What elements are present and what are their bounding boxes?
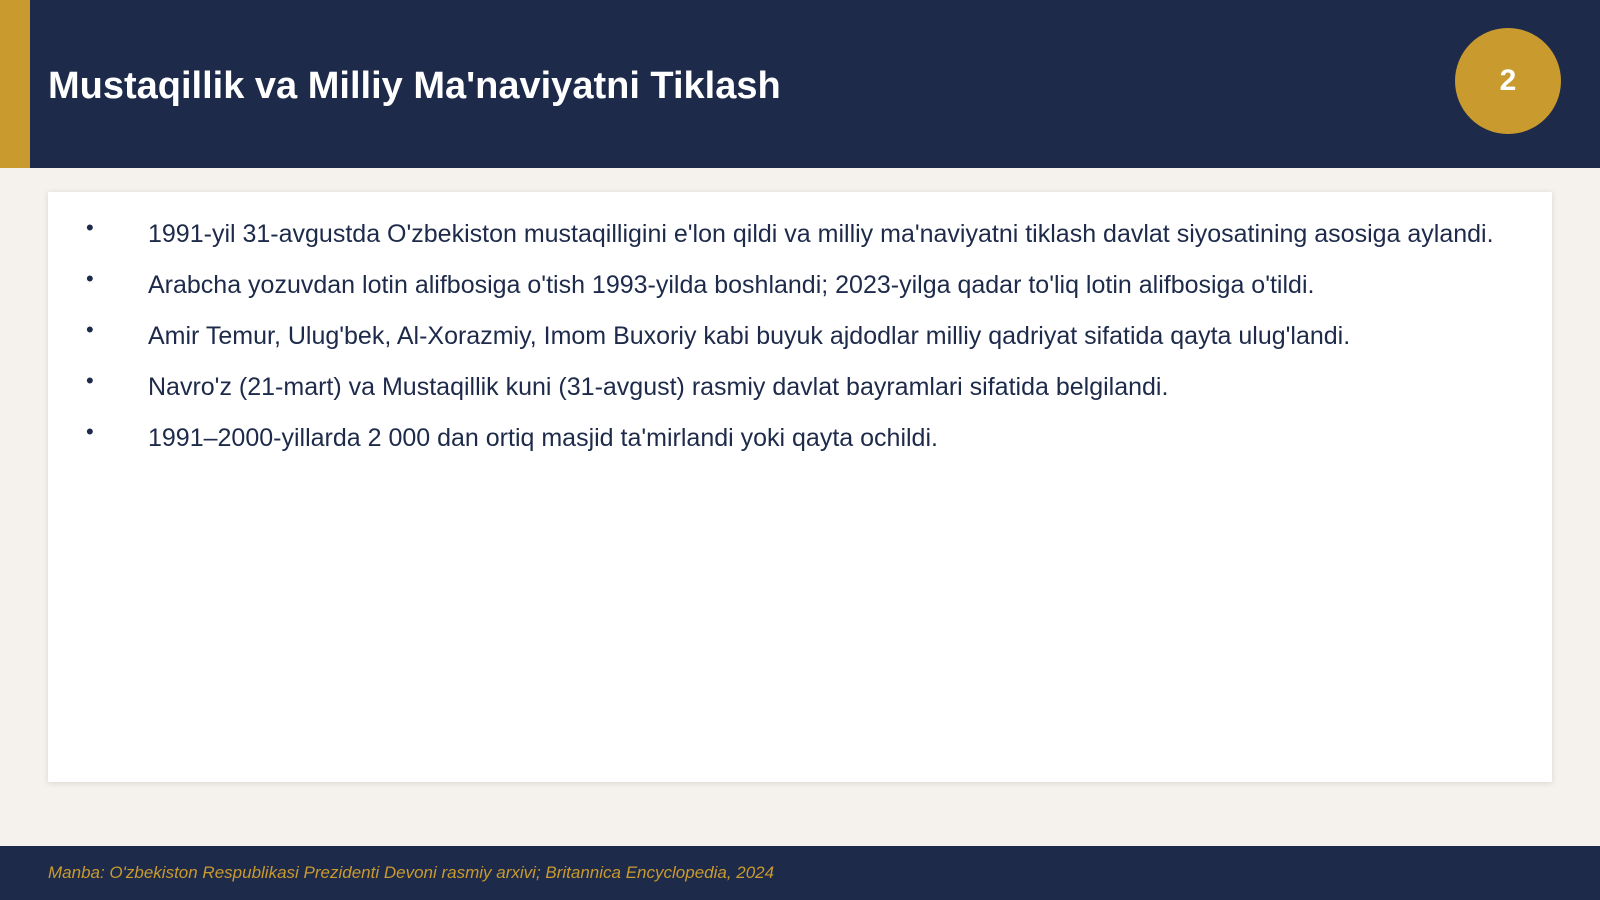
bullet-item [48,216,1552,252]
page-number-badge: 2 [1455,28,1561,134]
bullet-text: 1991–2000-yillarda 2 000 dan ortiq masjid ta'mirlandi yoki qayta ochildi. [148,424,938,452]
bullet-item [48,318,1552,354]
bullet-text: Amir Temur, Ulug'bek, Al-Xorazmiy, Imom Buxoriy kabi buyuk ajdodlar milliy qadriyat sifatida qayta ulug'landi. [148,322,1351,350]
bullet-text: Navro'z (21-mart) va Mustaqillik kuni (31-avgust) rasmiy davlat bayramlari sifatida belgilandi. [148,373,1169,401]
bullet-dot-icon: • [86,215,94,240]
bullet-list [48,216,1552,471]
header-accent-bar [0,0,30,168]
bullet-dot-icon: • [86,368,94,393]
bullet-item [48,369,1552,405]
bullet-item [48,267,1552,303]
slide-footer [0,846,1600,900]
bullet-item [48,420,1552,456]
slide-title: Mustaqillik va Milliy Ma'naviyatni Tiklash [48,65,781,107]
bullet-dot-icon: • [86,317,94,342]
slide-header [0,0,1600,168]
source-citation: Manba: O'zbekiston Respublikasi Prezidenti Devoni rasmiy arxivi; Britannica Encyclopedia, 2024 [48,863,775,882]
bullet-text: 1991-yil 31-avgustda O'zbekiston mustaqilligini e'lon qildi va milliy ma'naviyatni tiklash davlat siyosatining asosiga aylandi. [148,220,1494,248]
bullet-dot-icon: • [86,419,94,444]
bullet-dot-icon: • [86,266,94,291]
bullet-text: Arabcha yozuvdan lotin alifbosiga o'tish 1993-yilda boshlandi; 2023-yilga qadar to'liq lotin alifbosiga o'tildi. [148,271,1315,299]
content-card [48,192,1552,782]
